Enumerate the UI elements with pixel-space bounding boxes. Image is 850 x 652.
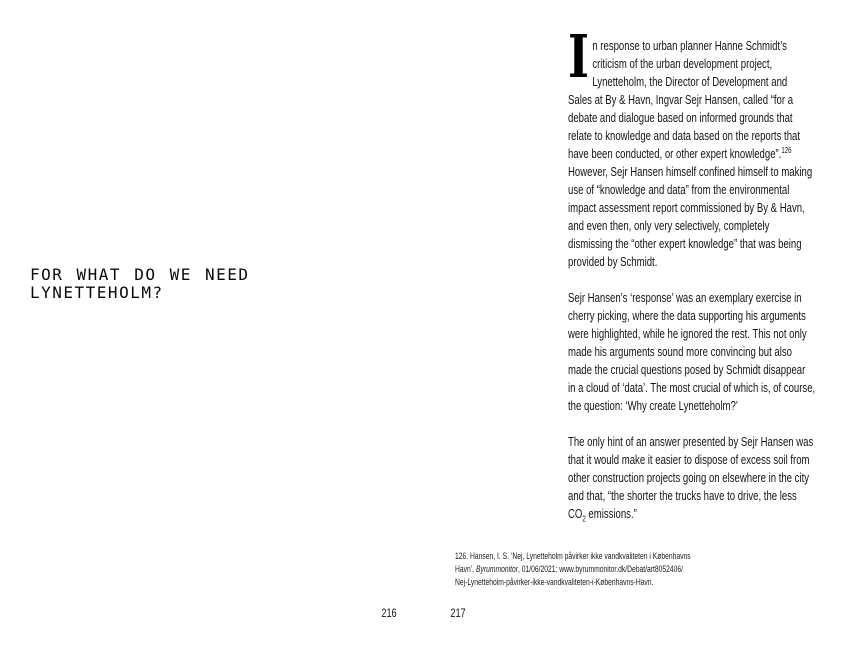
body-text-line: relate to knowledge and data based on the reports that	[568, 129, 801, 143]
body-text-line: use of “knowledge and data” from the environmental	[568, 183, 790, 197]
body-text-column	[568, 22, 823, 524]
body-text-line: criticism of the urban development project,	[592, 57, 773, 71]
footnote-line: Nej-Lynetteholm-påvirker-ikke-vandkvaliteten-i-Københavns-Havn.	[455, 577, 654, 587]
subscript-2: 2	[582, 514, 586, 524]
body-text-line: Sejr Hansen’s ‘response’ was an exemplary exercise in	[568, 291, 802, 305]
body-text-fragment: CO	[568, 507, 583, 521]
paragraph-1	[568, 22, 823, 271]
paragraph-3	[568, 433, 823, 523]
body-text-line: debate and dialogue based on informed grounds that	[568, 111, 793, 125]
body-text-line	[568, 505, 823, 523]
body-text-line: made his arguments sound more convincing but also	[568, 345, 792, 359]
footnote	[455, 550, 691, 589]
footnote-publication-name: Byrummonitor	[475, 564, 518, 574]
body-text-line: The only hint of an answer presented by Sejr Hansen was	[568, 435, 814, 449]
body-text-line: dismissing the “other expert knowledge” that was being	[568, 237, 802, 251]
body-text-line: other construction projects going on elsewhere in the city	[568, 471, 810, 485]
body-text-line: made the crucial questions posed by Schmidt disappear	[568, 363, 806, 377]
footnote-reference: 126	[781, 145, 792, 155]
page-number-left: 216	[381, 608, 397, 620]
chapter-title-line: FOR WHAT DO WE NEED	[30, 265, 250, 284]
drop-cap: I	[568, 22, 589, 91]
body-text-line: n response to urban planner Hanne Schmidt’s	[592, 39, 787, 53]
body-text-line: in a cloud of ‘data’. The most crucial of which is, of course,	[568, 381, 816, 395]
footnote-line	[455, 563, 691, 576]
paragraph-2	[568, 289, 823, 415]
footnote-line: 126. Hansen, I. S. ‘Nej, Lynetteholm påvirker ikke vandkvaliteten i Københavns	[455, 551, 691, 561]
body-text-line: provided by Schmidt.	[568, 255, 658, 269]
body-text-line: and even then, only very selectively, completely	[568, 219, 770, 233]
footnote-fragment: Havn’.	[455, 564, 476, 574]
body-text-line: the question: ‘Why create Lynetteholm?’	[568, 399, 738, 413]
chapter-title	[30, 263, 250, 302]
chapter-title-line: LYNETTEHOLM?	[30, 283, 164, 302]
body-text-line: and that, “the shorter the trucks have to drive, the less	[568, 489, 797, 503]
body-text-fragment: have been conducted, or other expert knowledge”.	[568, 147, 782, 161]
footnote-fragment: , 01/06/2021: www.byrummonitor.dk/Debat/art8052406/	[517, 564, 683, 574]
body-text-line	[568, 145, 823, 163]
body-text-fragment: emissions.”	[585, 507, 637, 521]
page-number-right: 217	[450, 608, 466, 620]
body-text-line: Lynetteholm, the Director of Development and	[592, 75, 788, 89]
body-text-line: However, Sejr Hansen himself confined himself to making	[568, 165, 813, 179]
body-text-line: were highlighted, while he ignored the rest. This not only	[568, 327, 807, 341]
body-text-line: cherry picking, where the data supporting his arguments	[568, 309, 806, 323]
body-text-line: that it would make it easier to dispose of excess soil from	[568, 453, 810, 467]
body-text-line: Sales at By & Havn, Ingvar Sejr Hansen, called “for a	[568, 93, 794, 107]
body-text-line: impact assessment report commissioned by By & Havn,	[568, 201, 805, 215]
